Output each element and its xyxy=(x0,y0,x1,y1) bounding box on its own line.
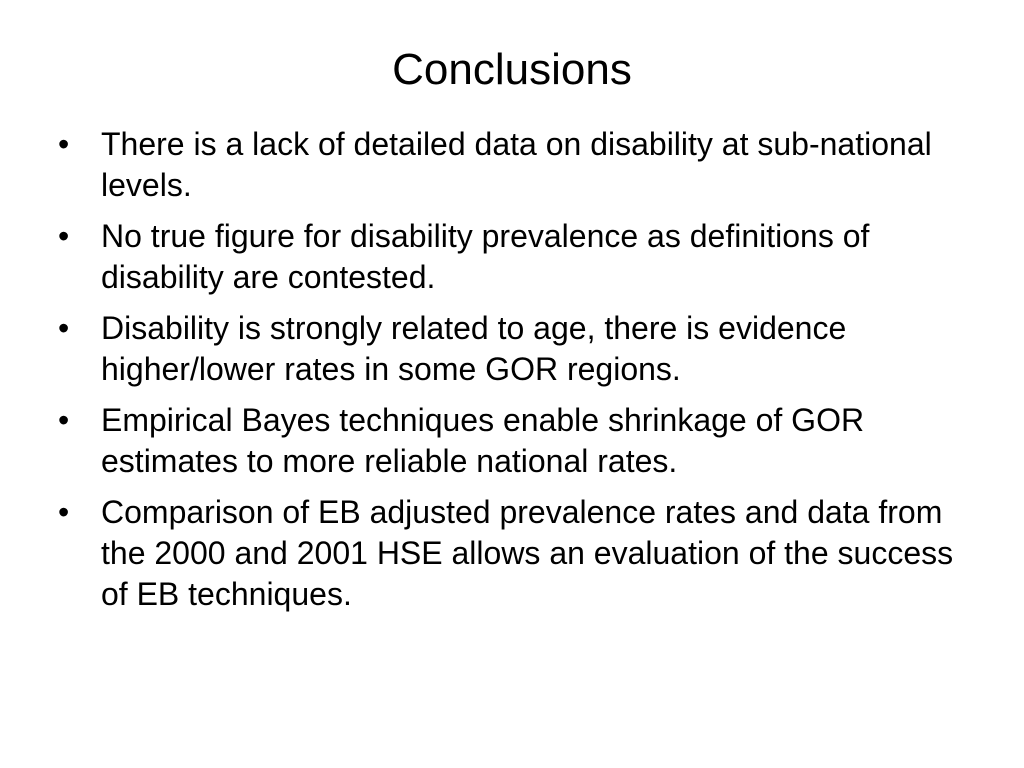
bullet-icon: • xyxy=(58,494,70,530)
bullet-text: No true figure for disability prevalence as definitions of disability are contested. xyxy=(101,218,870,295)
bullet-icon: • xyxy=(58,310,70,346)
bullet-item xyxy=(58,308,978,390)
bullet-icon: • xyxy=(58,126,70,162)
bullet-text: Disability is strongly related to age, there is evidence higher/lower rates in some GOR regions. xyxy=(101,310,847,387)
bullet-item xyxy=(58,492,978,615)
bullet-item xyxy=(58,124,978,206)
bullet-item xyxy=(58,216,978,298)
bullet-text: Comparison of EB adjusted prevalence rates and data from the 2000 and 2001 HSE allows an evaluation of the success of EB techniques. xyxy=(101,494,954,612)
bullet-list xyxy=(58,124,978,625)
bullet-text: Empirical Bayes techniques enable shrinkage of GOR estimates to more reliable national rates. xyxy=(101,402,865,479)
bullet-icon: • xyxy=(58,402,70,438)
bullet-icon: • xyxy=(58,218,70,254)
bullet-item xyxy=(58,400,978,482)
bullet-text: There is a lack of detailed data on disability at sub-national levels. xyxy=(101,126,932,203)
slide-title: Conclusions xyxy=(392,45,632,94)
